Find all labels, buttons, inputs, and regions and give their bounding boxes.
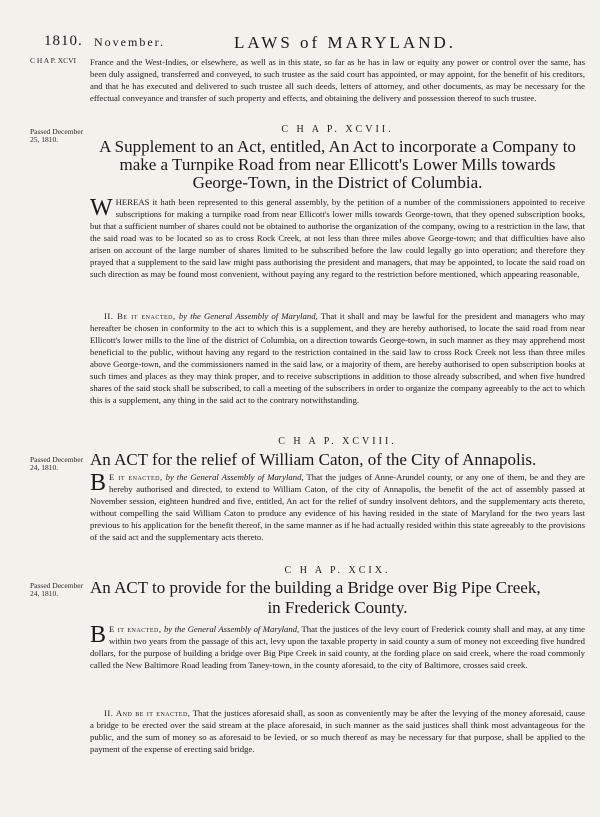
chap99-text: That the justices of the levy court of Frederick county shall and may, at any time within two years from the passage of this act, levy upon the taxable property in said county a sum of money not exceeding five hundred dollars, for the purpose of building a bridge over Big Pipe Creek in said county, at the fording place on said creek, where the road commonly called the New Baltimore Road leading from Taney-town, in the county aforesaid, to the city of Baltimore, crosses said creek. xyxy=(90,624,586,670)
chap97-preamble xyxy=(90,196,585,280)
chap99-lead: E it enacted, xyxy=(109,624,162,634)
chap98-title: An ACT for the relief of William Caton, of the City of Annapolis. xyxy=(90,450,537,469)
chap99-body xyxy=(90,623,585,671)
chap99-section2-text: That the justices aforesaid shall, as soon as conveniently may be after the levying of the money aforesaid, cause a bridge to be erected over the said stream at the place aforesaid, in such manner as the said justices shall think most advantageous for the public, and the sum of money so as aforesaid to be levied, or so much thereof as may be necessary for that purpose, shall be applied to the payment of the expense of erecting said bridge. xyxy=(90,708,585,754)
side-note-chap99: Passed December 24, 1810. xyxy=(30,581,84,598)
chap99-ital: by the General Assembly of Maryland, xyxy=(163,624,300,634)
chap97-section2-lead: II. Be it enacted, xyxy=(104,311,176,321)
chap97-heading: C H A P. XCVII. xyxy=(281,124,394,135)
side-note-chap97: Passed December 25, 1810. xyxy=(30,127,84,144)
chap97-section2 xyxy=(90,310,585,406)
side-note-chap98: Passed December 24, 1810. xyxy=(30,455,84,472)
chap98-lead: E it enacted, xyxy=(109,472,163,482)
chap97-section2-text: That it shall and may be lawful for the president and managers who may hereafter be chosen in conformity to the act to which this is a supplement, and they are hereby authorised, to locate the said road from near Ellicott's lower mills to the line of the district of Columbia, on a direction towards George-town, in such manner as they may apprehend most beneficial to the public, without having any regard to the restriction contained in the said law to cross Rock Creek not less than three miles above George-town, and the commissioners named in the said law, or a majority of them, are hereby authorised to open subscription books at such times and places as they may think proper, and to receive subscriptions in addition to those already subscribed, and when five hundred shares of the said stock shall be subscribed, to call a meeting of the subscribers in order to organize the company agreeably to the act to which this is a supplement, any thing in the said act to the contrary notwithstanding. xyxy=(90,311,586,405)
chap97-title: A Supplement to an Act, entitled, An Act to incorporate a Company to make a Turnpike Road from near Ellicott's Lower Mills towards George-Town, in the District of Columbia. xyxy=(99,137,576,192)
chap99-title-line2: in Frederick County. xyxy=(267,598,408,617)
chap99-heading: C H A P. XCIX. xyxy=(284,565,391,576)
chap97-section2-ital: by the General Assembly of Maryland, xyxy=(178,311,318,321)
chap97-dropcap: W xyxy=(90,195,113,221)
chap98-dropcap: B xyxy=(90,470,107,496)
header-month: November. xyxy=(94,35,165,49)
chap99-section2-lead: II. And be it enacted, xyxy=(104,708,191,718)
page-header xyxy=(44,33,564,53)
chap97-preamble-text: HEREAS it hath been represented to this general assembly, by the petition of a number of the commissioners appointed to receive subscriptions for making a turnpike road from near Ellicott's lower mills towards George-town, that they opened subscription books, but that a sufficient number of shares could not be obtained to authorise the organization of the company, owing to a restriction in the law, that the said road was to be located so as to cross Rock Creek, at not less than three miles above George-town; and that difficulties have also arisen on account of the large number of shares limited to be subscribed before the law could legally go into operation; and therefore they prayed that a supplement to the said law might pass authorising the president and managers, that may be appointed, to locate the said road on such direction as may be found most convenient, without paying any regard to the restriction before mentioned, which appearing reasonable, xyxy=(90,197,585,279)
continuation-text: France and the West-Indies, or elsewhere, as well as in this state, so far as he has in law or equity any power or control over the same, has been duly assigned, transferred and conveyed, to such trustee as the said court has appointed, or may appoint, for the benefit of his creditors, and that he has executed and delivered to such trustee all such deeds, letters of attorney, and other documents, as may be necessary for the effectual conveyance and transfer of such property and effects, and obtaining the delivery and possession thereof to such trustee. xyxy=(90,57,585,103)
chap98-heading: C H A P. XCVIII. xyxy=(278,436,397,447)
chap98-body xyxy=(90,471,585,543)
header-year: 1810. xyxy=(44,33,83,49)
chap99-title-line1: An ACT to provide for the building a Bridge over Big Pipe Creek, xyxy=(90,578,541,597)
side-note-chap96: C H A P. XCVI xyxy=(30,56,77,65)
chap99-section2 xyxy=(90,707,585,755)
chap98-ital: by the General Assembly of Maryland, xyxy=(165,472,304,482)
chap98-text: That the judges of Anne-Arundel county, or any one of them, be and they are hereby authorised and directed, to extend to William Caton, of the city of Annapolis, the benefit of the act of assembly passed at November session, eighteen hundred and five, entitled, An act for the relief of sundry insolvent debtors, and the supplementary acts thereto, without compelling the said William Caton to produce any evidence of his having resided in the state of Maryland for the two years last previous to his application for the benefit thereof, in the same manner as if he had actually resided within this state agreeably to the provisions of the said act and the supplementary acts thereto. xyxy=(90,472,586,542)
chap99-dropcap: B xyxy=(90,622,107,648)
header-title: LAWS of MARYLAND. xyxy=(234,33,456,52)
